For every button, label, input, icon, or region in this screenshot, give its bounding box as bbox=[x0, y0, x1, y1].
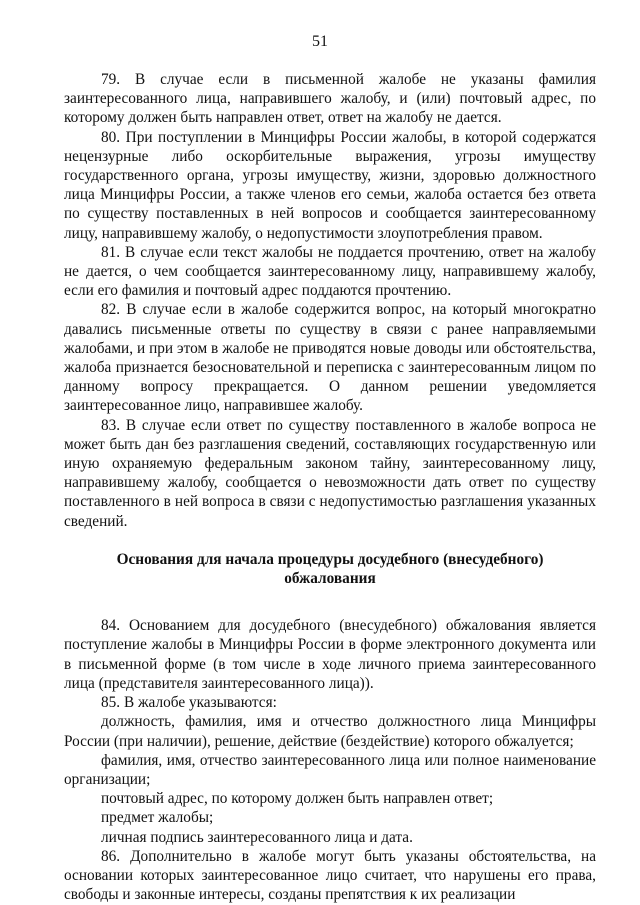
paragraph-80: 80. При поступлении в Минцифры России жалобы, в которой содержатся нецензурные либо оскорбительные выражения, угрозы имуществу государственного органа, угрозы имуществу, жизни, здоровью должностного лица Минцифры России, а также членов его семьи, жалоба остается без ответа по существу поставленных в ней вопросов и сообщается заинтересованному лицу, направившему жалобу, о недопустимости злоупотребления правом. bbox=[64, 128, 596, 242]
paragraph-82: 82. В случае если в жалобе содержится вопрос, на который многократно давались письменные ответы по существу в связи с ранее направляемыми жалобами, и при этом в жалобе не приводятся новые доводы или обстоятельства, жалоба признается безосновательной и переписка с заинтересованным лицом по данному вопросу прекращается. О данном решении уведомляется заинтересованное лицо, направившее жалобу. bbox=[64, 301, 596, 415]
section-heading: Основания для начала процедуры досудебного (внесудебного) обжалования bbox=[116, 550, 544, 588]
paragraph-83: 83. В случае если ответ по существу поставленного в жалобе вопроса не может быть дан без разглашения сведений, составляющих государственную или иную охраняемую федеральным законом тайну, заинтересованному лицу, направившему жалобу, сообщается о невозможности дать ответ по существу поставленного в ней вопроса в связи с недопустимостью разглашения указанных сведений. bbox=[64, 416, 596, 530]
paragraph-79: 79. В случае если в письменной жалобе не указаны фамилия заинтересованного лица, направившего жалобу, и (или) почтовый адрес, по которому должен быть направлен ответ, ответ на жалобу не дается. bbox=[64, 71, 596, 127]
paragraph-81: 81. В случае если текст жалобы не поддается прочтению, ответ на жалобу не дается, о чем сообщается заинтересованному лицу, направившему жалобу, если его фамилия и почтовый адрес поддаются прочтению. bbox=[64, 243, 596, 300]
list-item-signature: личная подпись заинтересованного лица и дата. bbox=[101, 828, 413, 846]
page-number: 51 bbox=[312, 33, 328, 50]
paragraph-84: 84. Основанием для досудебного (внесудебного) обжалования является поступление жалобы в Минцифры России в форме электронного документа или в письменной форме (в том числе в ходе личного приема заинтересованного лица (представителя заинтересованного лица)). bbox=[64, 617, 596, 692]
paragraph-85: 85. В жалобе указываются: bbox=[101, 694, 277, 712]
document-body bbox=[64, 70, 596, 904]
list-item-subject: предмет жалобы; bbox=[101, 809, 214, 827]
list-item-applicant: фамилия, имя, отчество заинтересованного лица или полное наименование организации; bbox=[64, 751, 596, 788]
paragraph-86: 86. Дополнительно в жалобе могут быть указаны обстоятельства, на основании которых заинтересованное лицо считает, что нарушены его права, свободы и законные интересы, созданы препятствия к их реализации bbox=[64, 847, 596, 904]
list-item-address: почтовый адрес, по которому должен быть направлен ответ; bbox=[101, 790, 494, 808]
list-item-official: должность, фамилия, имя и отчество должностного лица Минцифры России (при наличии), решение, действие (бездействие) которого обжалуется; bbox=[64, 713, 596, 750]
